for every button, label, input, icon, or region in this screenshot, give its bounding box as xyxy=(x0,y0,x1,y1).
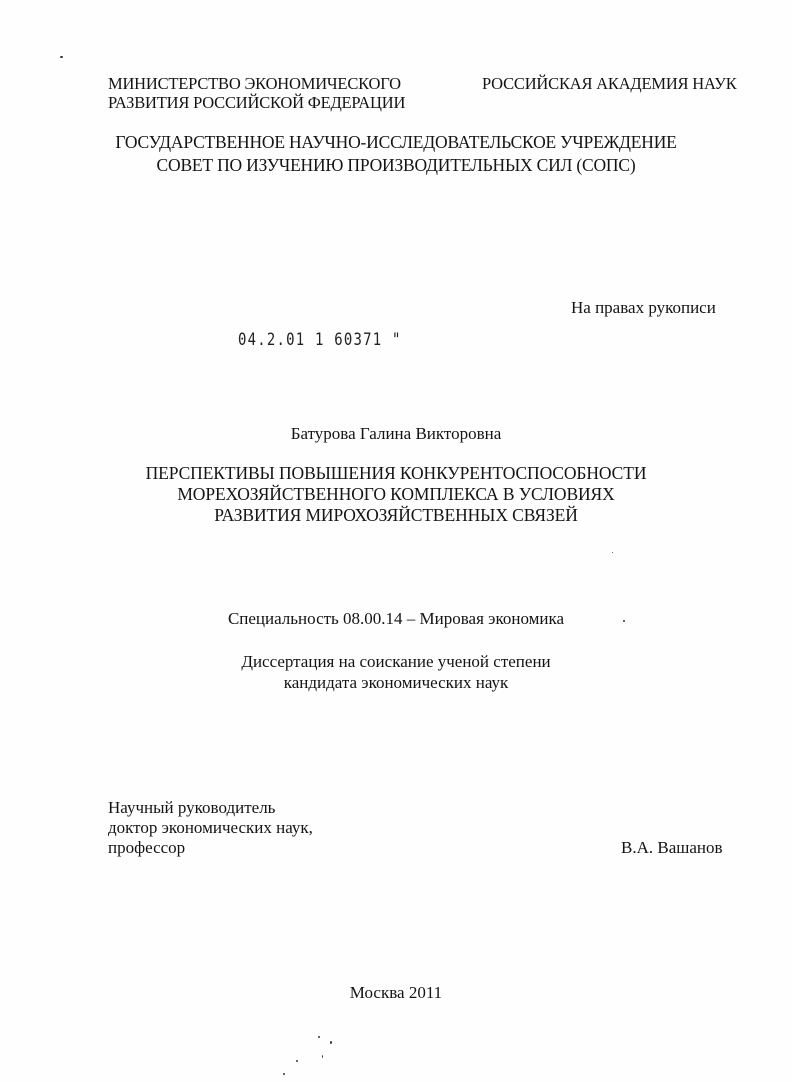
ministry-line-2: РАЗВИТИЯ РОССИЙСКОЙ ФЕДЕРАЦИИ xyxy=(108,93,406,112)
scan-speck xyxy=(318,1036,320,1038)
scan-speck xyxy=(60,56,63,58)
scan-speck xyxy=(612,552,613,553)
institution-line-2: СОВЕТ ПО ИЗУЧЕНИЮ ПРОИЗВОДИТЕЛЬНЫХ СИЛ (СОПС) xyxy=(156,155,636,175)
specialty: Специальность 08.00.14 – Мировая экономика xyxy=(227,609,565,628)
supervisor-line-2: доктор экономических наук, xyxy=(108,818,313,837)
scan-speck xyxy=(296,1060,298,1062)
degree-line-2: кандидата экономических наук xyxy=(283,673,509,692)
author-name: Батурова Галина Викторовна xyxy=(290,424,502,443)
registry-number: 04.2.01 1 60371 " xyxy=(238,330,402,350)
title-line-2: МОРЕХОЗЯЙСТВЕННОГО КОМПЛЕКСА В УСЛОВИЯХ xyxy=(177,484,615,504)
ministry-line-1: МИНИСТЕРСТВО ЭКОНОМИЧЕСКОГО xyxy=(108,74,401,93)
scan-speck xyxy=(283,1073,285,1075)
scan-speck xyxy=(322,1055,323,1058)
institution-name xyxy=(0,131,792,177)
degree-line-1: Диссертация на соискание ученой степени xyxy=(241,652,551,671)
scan-speck xyxy=(623,620,625,622)
rights-note: На правах рукописи xyxy=(571,298,716,317)
ministry-name xyxy=(108,74,405,112)
dissertation-title xyxy=(0,463,792,526)
academy-name: РОССИЙСКАЯ АКАДЕМИЯ НАУК xyxy=(482,74,737,93)
supervisor-name: В.А. Вашанов xyxy=(621,838,723,857)
scan-speck xyxy=(330,1041,332,1044)
supervisor-title xyxy=(108,798,313,858)
supervisor-line-3: профессор xyxy=(108,838,186,857)
supervisor-line-1: Научный руководитель xyxy=(108,798,276,817)
city-year: Москва 2011 xyxy=(349,983,443,1002)
institution-line-1: ГОСУДАРСТВЕННОЕ НАУЧНО-ИССЛЕДОВАТЕЛЬСКОЕ УЧРЕЖДЕНИЕ xyxy=(115,132,677,152)
title-line-1: ПЕРСПЕКТИВЫ ПОВЫШЕНИЯ КОНКУРЕНТОСПОСОБНОСТИ xyxy=(145,463,647,483)
title-line-3: РАЗВИТИЯ МИРОХОЗЯЙСТВЕННЫХ СВЯЗЕЙ xyxy=(214,505,578,525)
degree-statement xyxy=(0,651,792,693)
